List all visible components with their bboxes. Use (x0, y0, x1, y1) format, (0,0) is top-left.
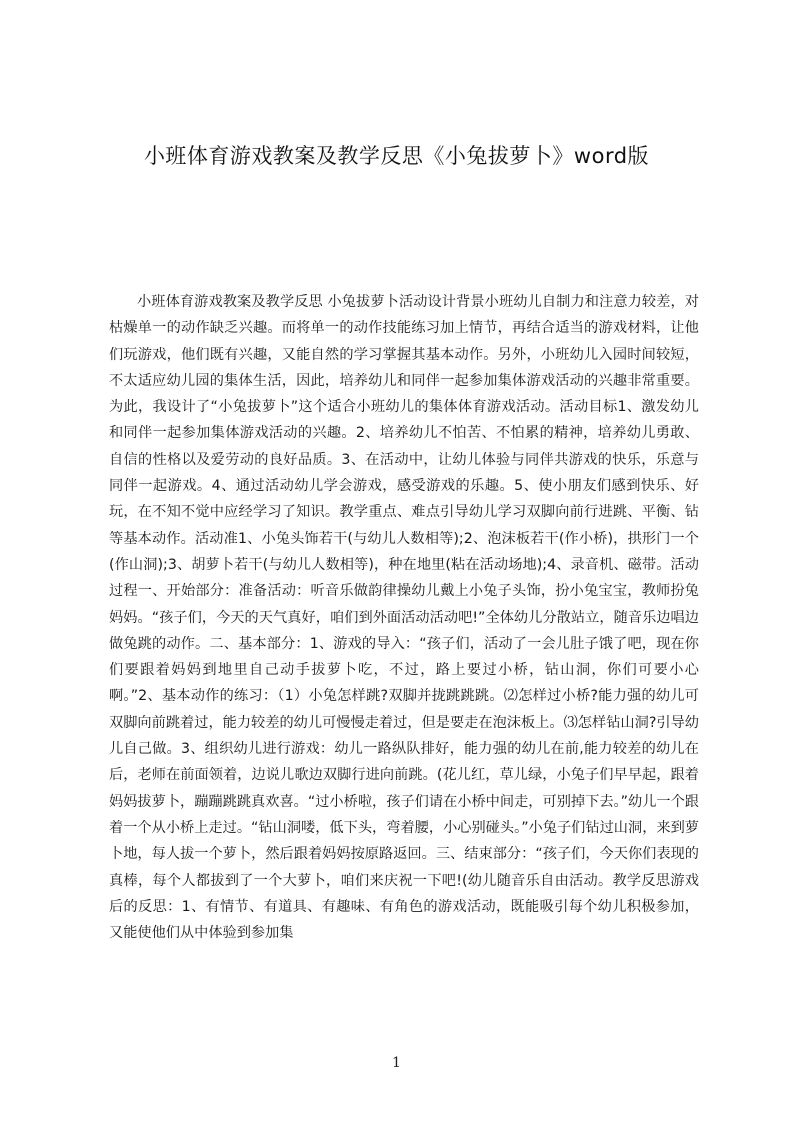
page-number: 1 (392, 1055, 401, 1071)
body-paragraph: 小班体育游戏教案及教学反思 小兔拔萝卜活动设计背景小班幼儿自制力和注意力较差，对枯燥单一的动作缺乏兴趣。而将单一的动作技能练习加上情节，再结合适当的游戏材料，让他们玩游戏，他们既有兴趣，又能自然的学习掌握其基本动作。另外，小班幼儿入园时间较短，不太适应幼儿园的集体生活，因此，培养幼儿和同伴一起参加集体游戏活动的兴趣非常重要。为此，我设计了“小兔拔萝卜”这个适合小班幼儿的集体体育游戏活动。活动目标1、激发幼儿和同伴一起参加集体游戏活动的兴趣。2、培养幼儿不怕苦、不怕累的精神，培养幼儿勇敢、自信的性格以及爱劳动的良好品质。3、在活动中，让幼儿体验与同伴共游戏的快乐，乐意与同伴一起游戏。4、通过活动幼儿学会游戏，感受游戏的乐趣。5、使小朋友们感到快乐、好玩，在不知不觉中应经学习了知识。教学重点、难点引导幼儿学习双脚向前行进跳、平衡、钻等基本动作。活动准1、小兔头饰若干(与幼儿人数相等);2、泡沫板若干(作小桥)，拱形门一个(作山洞);3、胡萝卜若干(与幼儿人数相等)，种在地里(粘在活动场地);4、录音机、磁带。活动过程一、开始部分：准备活动：听音乐做韵律操幼儿戴上小兔子头饰，扮小兔宝宝，教师扮兔妈妈。“孩子们，今天的天气真好，咱们到外面活动活动吧!”全体幼儿分散站立，随音乐边唱边做兔跳的动作。二、基本部分：1、游戏的导入：“孩子们，活动了一会儿肚子饿了吧，现在你们要跟着妈妈到地里自己动手拔萝卜吃，不过，路上要过小桥，钻山洞，你们可要小心啊。”2、基本动作的练习：（1）小兔怎样跳?双脚并拢跳跳跳。⑵怎样过小桥?能力强的幼儿可双脚向前跳着过，能力较差的幼儿可慢慢走着过，但是要走在泡沫板上。⑶怎样钻山洞?引导幼儿自己做。3、组织幼儿进行游戏：幼儿一路纵队排好，能力强的幼儿在前,能力较差的幼儿在后，老师在前面领着，边说儿歌边双脚行进向前跳。(花儿红，草儿绿，小兔子们早早起，跟着妈妈拔萝卜，蹦蹦跳跳真欢喜。“过小桥啦，孩子们请在小桥中间走，可别掉下去。”幼儿一个跟着一个从小桥上走过。“钻山洞喽，低下头，弯着腰，小心别碰头。”小兔子们钻过山洞，来到萝卜地，每人拔一个萝卜，然后跟着妈妈按原路返回。三、结束部分：“孩子们，今天你们表现的真棒，每个人都拔到了一个大萝卜，咱们来庆祝一下吧!(幼儿随音乐自由活动。教学反思游戏后的反思：1、有情节、有道具、有趣味、有角色的游戏活动，既能吸引每个幼儿积极参加，又能使他们从中体验到参加集 (109, 294, 699, 942)
document-body (109, 289, 699, 1012)
document-title: 小班体育游戏教案及教学反思《小兔拔萝卜》word版 (143, 144, 650, 168)
